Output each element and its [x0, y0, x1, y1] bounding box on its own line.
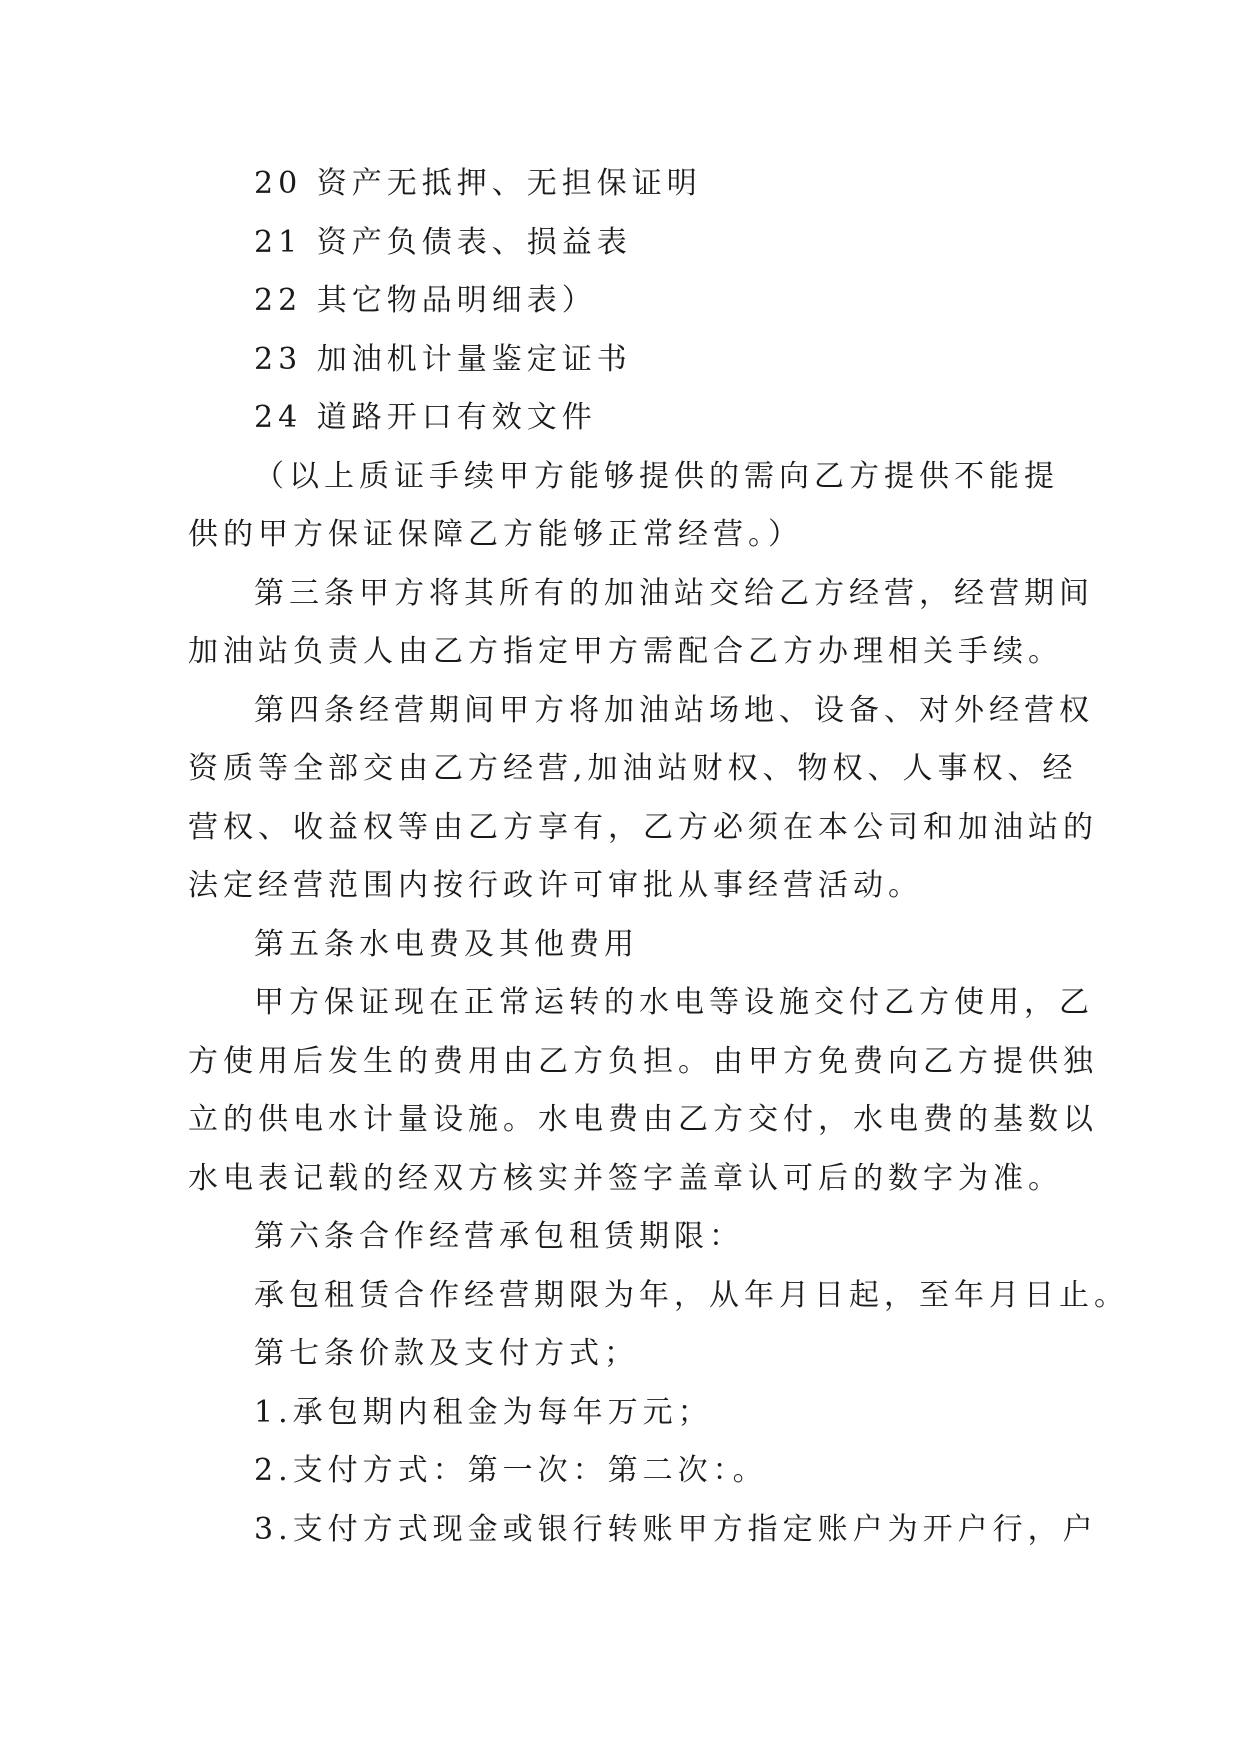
text-line: 22 其它物品明细表） [254, 283, 597, 318]
text-line: 立的供电水计量设施。水电费由乙方交付，水电费的基数以 [188, 1102, 1098, 1137]
text-line: 水电表记载的经双方核实并签字盖章认可后的数字为准。 [188, 1160, 1063, 1196]
text-line: 23 加油机计量鉴定证书 [254, 341, 632, 377]
text-line: 供的甲方保证保障乙方能够正常经营。） [188, 517, 803, 552]
text-line: 加油站负责人由乙方指定甲方需配合乙方办理相关手续。 [188, 634, 1063, 669]
text-line: 方使用后发生的费用由乙方负担。由甲方免费向乙方提供独 [188, 1043, 1098, 1079]
document-body [188, 155, 1129, 1559]
text-line: 法定经营范围内按行政许可审批从事经营活动。 [188, 868, 923, 903]
text-line: 第四条经营期间甲方将加油站场地、设备、对外经营权 [254, 692, 1094, 728]
text-line: 1.承包期内租金为每年万元； [254, 1394, 713, 1430]
text-line: 营权、收益权等由乙方享有，乙方必须在本公司和加油站的 [188, 809, 1098, 845]
text-line: 3.支付方式现金或银行转账甲方指定账户为开户行，户 [254, 1511, 1098, 1547]
text-line: 第六条合作经营承包租赁期限： [254, 1219, 744, 1254]
text-line: 第三条甲方将其所有的加油站交给乙方经营，经营期间 [254, 575, 1094, 611]
text-line: 24 道路开口有效文件 [254, 400, 597, 435]
text-line: 第七条价款及支付方式； [254, 1336, 639, 1371]
text-line: 资质等全部交由乙方经营,加油站财权、物权、人事权、经 [188, 751, 1078, 786]
text-line: 承包租赁合作经营期限为年，从年月日起，至年月日止。 [254, 1277, 1129, 1313]
text-line: 第五条水电费及其他费用 [254, 926, 639, 962]
text-line: （以上质证手续甲方能够提供的需向乙方提供不能提 [254, 458, 1059, 494]
text-line: 甲方保证现在正常运转的水电等设施交付乙方使用，乙 [254, 985, 1094, 1020]
text-line: 21 资产负债表、损益表 [254, 224, 632, 260]
text-line: 20 资产无抵押、无担保证明 [254, 166, 702, 201]
text-line: 2.支付方式：第一次：第二次：。 [254, 1453, 768, 1488]
